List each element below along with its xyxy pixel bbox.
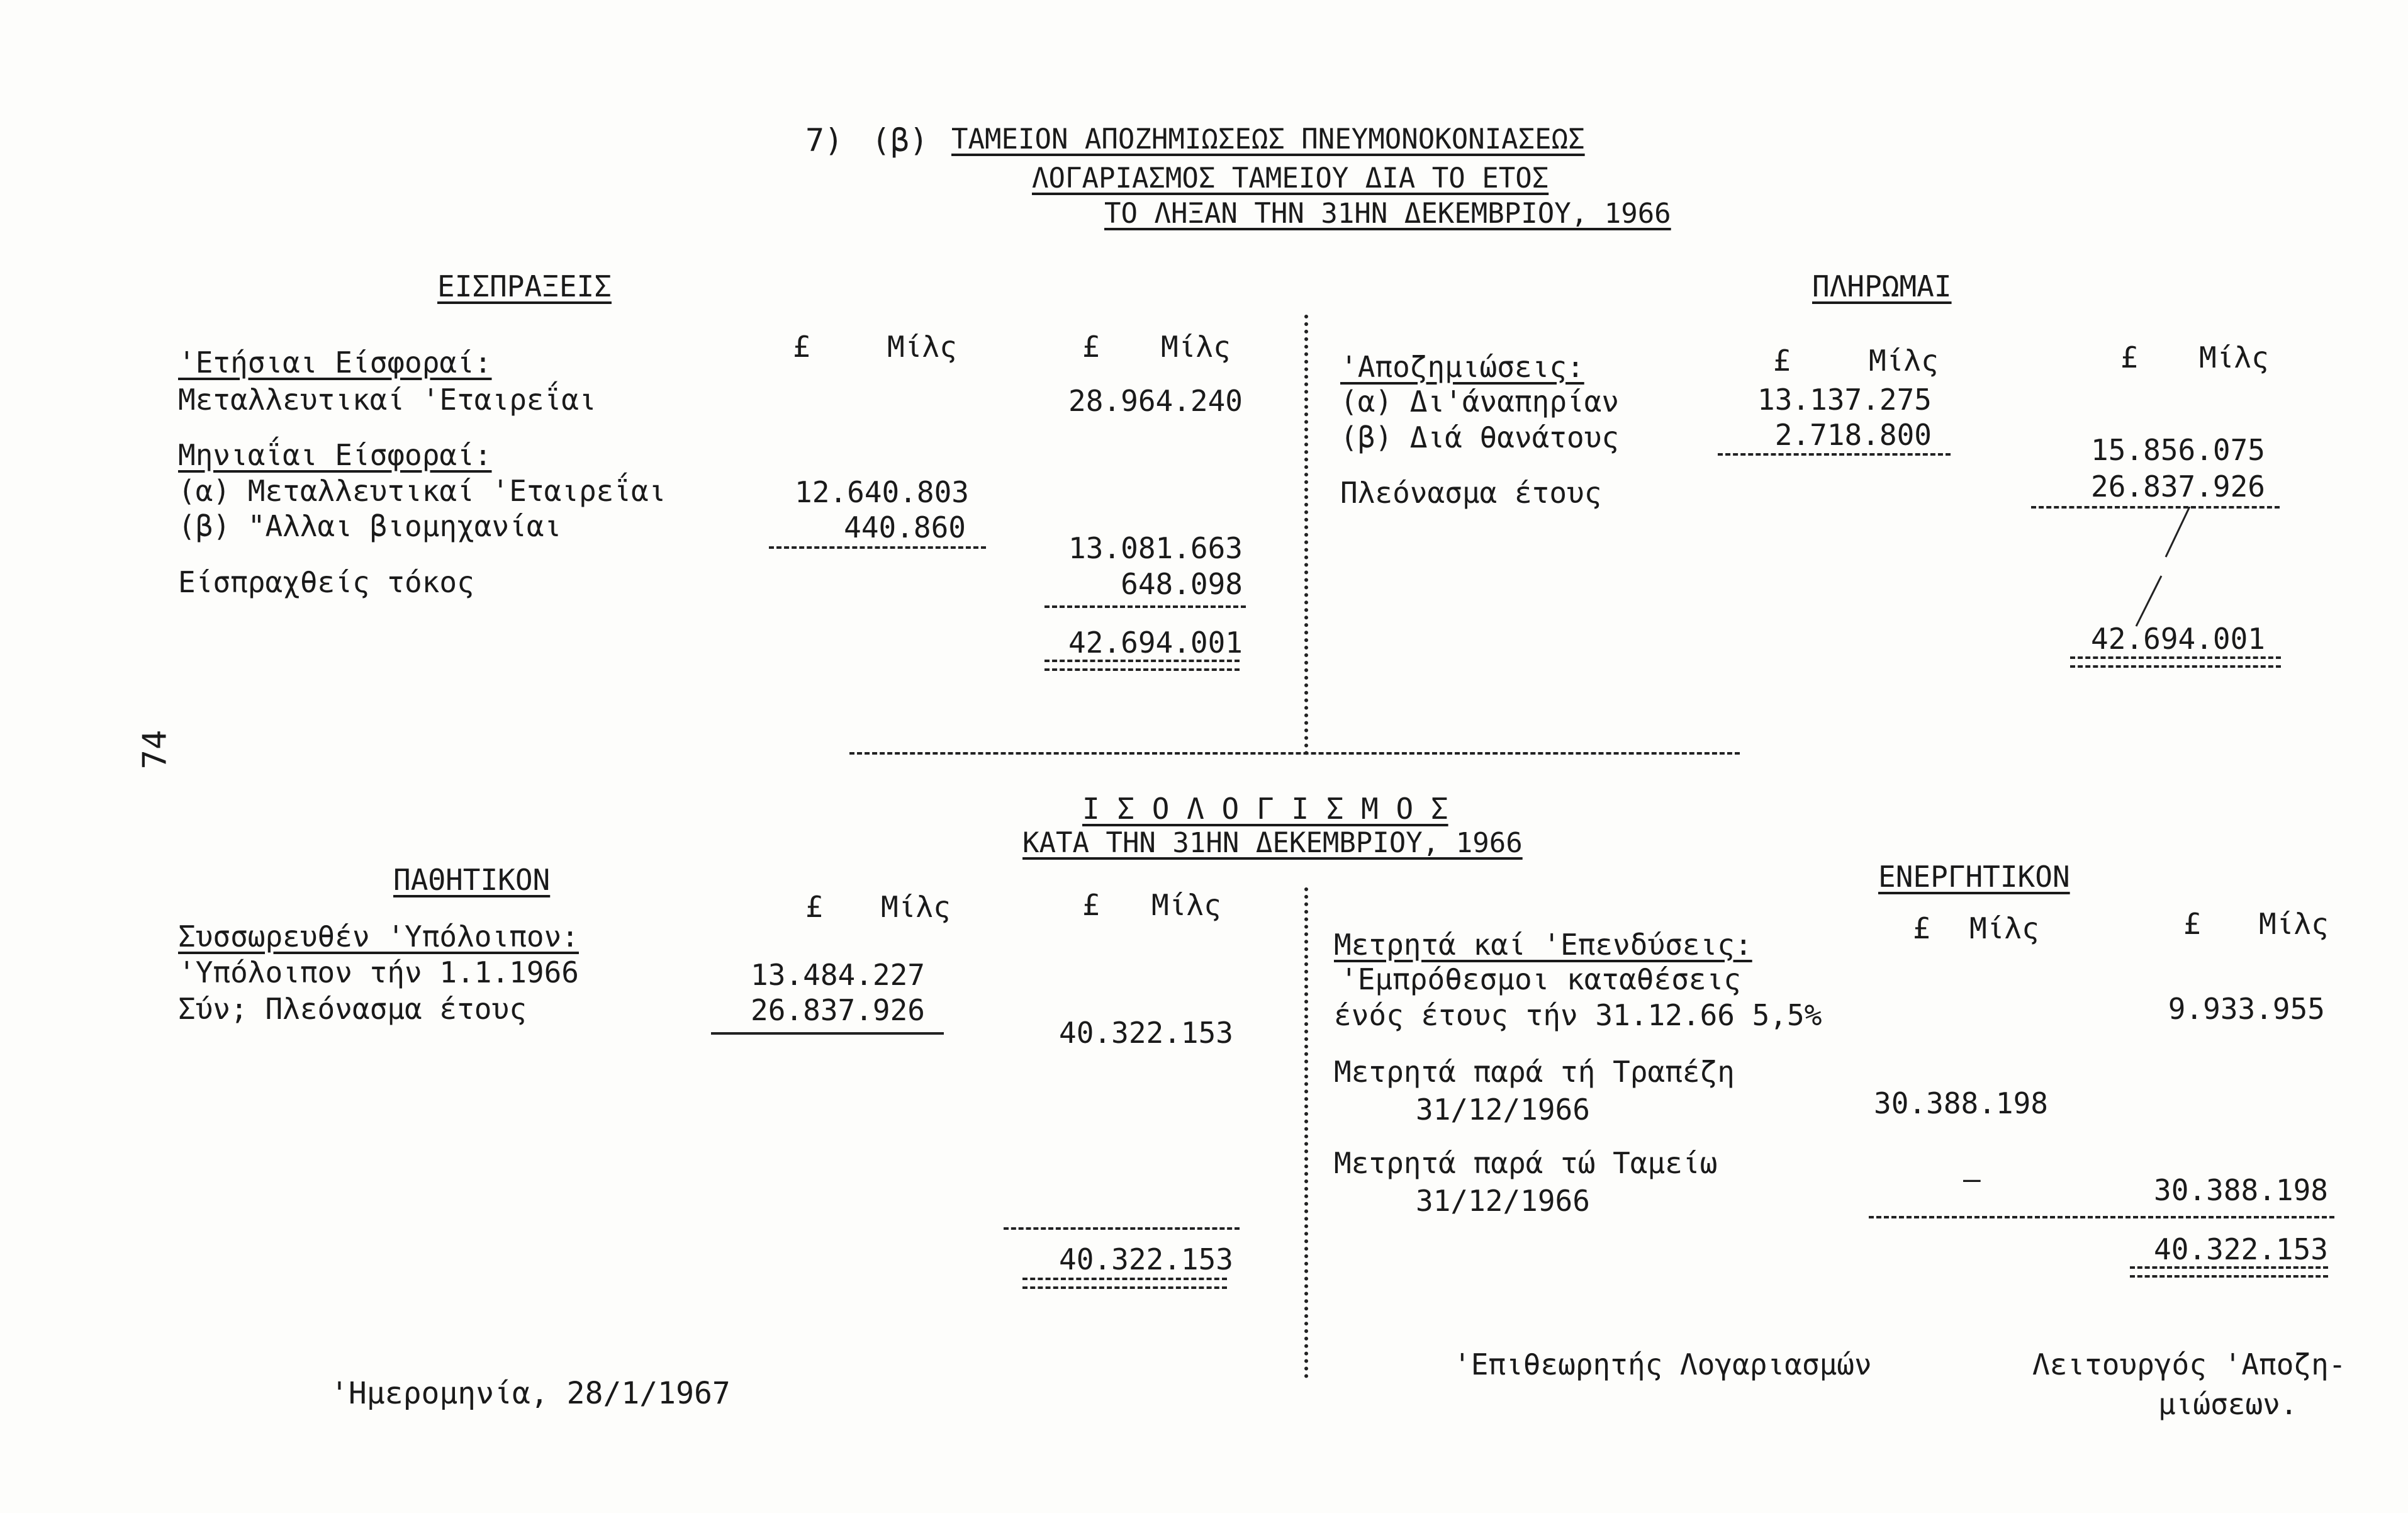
interest-amount: 648.098	[1121, 567, 1243, 601]
col-mils-3: Μίλς	[1869, 344, 1939, 378]
page-number: 74	[136, 729, 174, 770]
monthly-b-label: (β) "Αλλαι βιομηχανίαι	[178, 509, 562, 543]
liabilities-subtotal: 40.322.153	[1059, 1016, 1233, 1050]
comp-rule	[1718, 453, 1951, 456]
section-separator	[849, 752, 1740, 755]
monthly-rule	[769, 546, 986, 549]
bank-cash-amount: 30.388.198	[1874, 1086, 2048, 1120]
receipts-grand-total: 42.694.001	[1068, 626, 1243, 660]
compensation-label: 'Αποζημιώσεις:	[1340, 350, 1584, 384]
liabilities-total-rule	[1004, 1227, 1240, 1230]
col-pound-1: £	[793, 330, 810, 364]
col-pound-7: £	[1913, 911, 1930, 945]
comp-a-amount: 13.137.275	[1757, 383, 1932, 417]
payments-double-rule	[2070, 656, 2281, 668]
plus-surplus-amount: 26.837.926	[751, 993, 925, 1027]
cash-investments-label: Μετρητά καί 'Επενδύσεις:	[1334, 928, 1752, 962]
assets-double-rule	[2130, 1266, 2328, 1278]
receipts-heading: ΕΙΣΠΡΑΞΕΙΣ	[437, 269, 612, 303]
surplus-label: Πλεόνασμα έτους	[1340, 476, 1602, 510]
lower-divider	[1304, 887, 1308, 1378]
comp-b-amount: 2.718.800	[1774, 418, 1932, 452]
upper-divider	[1304, 315, 1308, 755]
monthly-a-label: (α) Μεταλλευτικαί 'Εταιρεΐαι	[178, 474, 666, 508]
col-mils-4: Μίλς	[2199, 340, 2269, 374]
col-pound-4: £	[2120, 340, 2138, 374]
mining-companies-label: Μεταλλευτικαί 'Εταιρεΐαι	[178, 383, 596, 417]
cash-rule	[1869, 1216, 2334, 1218]
annual-contrib-label: 'Ετήσιαι Είσφοραί:	[178, 346, 492, 380]
liabilities-total: 40.322.153	[1059, 1242, 1233, 1276]
col-pound-2: £	[1082, 330, 1100, 364]
payments-heading: ΠΛΗΡΩΜΑΙ	[1812, 269, 1952, 303]
fund-cash-line-1: Μετρητά παρά τώ Ταμείω	[1334, 1146, 1718, 1180]
col-mils-7: Μίλς	[1969, 911, 2039, 945]
bank-cash-line-2: 31/12/1966	[1416, 1093, 1590, 1127]
interest-rule	[1044, 605, 1246, 608]
monthly-total: 13.081.663	[1068, 531, 1243, 565]
title-line-3: ΤΟ ΛΗΞΑΝ ΤΗΝ 31ΗΝ ΔΕΚΕΜΒΡΙΟΥ, 1966	[1104, 198, 1671, 230]
col-mils-2: Μίλς	[1161, 330, 1231, 364]
bank-cash-line-1: Μετρητά παρά τή Τραπέζη	[1334, 1055, 1735, 1089]
cash-total: 30.388.198	[2154, 1173, 2328, 1207]
col-pound-6: £	[1082, 888, 1100, 922]
payments-grand-total: 42.694.001	[2091, 622, 2265, 656]
monthly-a-amount: 12.640.803	[795, 475, 969, 509]
liabilities-rule	[711, 1032, 944, 1035]
monthly-contrib-label: Μηνιαΐαι Είσφοραί:	[178, 438, 492, 472]
col-mils-5: Μίλς	[881, 890, 951, 924]
interest-label: Είσπραχθείς τόκος	[178, 565, 474, 599]
accum-balance-label: Συσσωρευθέν 'Υπόλοιπον:	[178, 920, 579, 953]
officer-signature-line-2: μιώσεων.	[2158, 1387, 2298, 1421]
liabilities-heading: ΠΑΘΗΤΙΚΟΝ	[393, 863, 551, 897]
assets-total: 40.322.153	[2154, 1232, 2328, 1266]
balance-title-1: Ι Σ Ο Λ Ο Γ Ι Σ Μ Ο Σ	[1082, 792, 1448, 826]
col-pound-8: £	[2183, 907, 2201, 941]
col-mils-6: Μίλς	[1151, 888, 1221, 922]
col-pound-5: £	[805, 890, 823, 924]
assets-heading: ΕΝΕΡΓΗΤΙΚΟΝ	[1878, 860, 2070, 894]
col-mils-1: Μίλς	[887, 330, 957, 364]
section-number: 7)	[805, 122, 844, 159]
surplus-amount: 26.837.926	[2091, 470, 2265, 503]
deposits-amount: 9.933.955	[2168, 992, 2325, 1026]
liabilities-double-rule	[1022, 1278, 1227, 1289]
fund-cash-line-2: 31/12/1966	[1416, 1184, 1590, 1218]
opening-balance-label: 'Υπόλοιπον τήν 1.1.1966	[178, 955, 579, 989]
col-pound-3: £	[1773, 344, 1791, 378]
fund-cash-amount: —	[1963, 1162, 1981, 1196]
comp-total: 15.856.075	[2091, 433, 2265, 467]
auditor-signature-label: 'Επιθεωρητής Λογαριασμών	[1453, 1347, 1872, 1381]
receipts-double-rule	[1044, 660, 1240, 671]
mining-total: 28.964.240	[1068, 384, 1243, 418]
col-mils-8: Μίλς	[2259, 907, 2329, 941]
deposits-line-1: 'Εμπρόθεσμοι καταθέσεις	[1340, 962, 1741, 996]
balance-title-2: ΚΑΤΑ ΤΗΝ 31ΗΝ ΔΕΚΕΜΒΡΙΟΥ, 1966	[1022, 827, 1523, 859]
comp-a-label: (α) Δι'άναπηρίαν	[1340, 385, 1620, 419]
comp-b-label: (β) Διά θανάτους	[1340, 420, 1620, 454]
officer-signature-line-1: Λειτουργός 'Αποζη-	[2032, 1347, 2346, 1381]
opening-balance-amount: 13.484.227	[751, 958, 925, 992]
title-line-1: ΤΑΜΕΙΟΝ ΑΠΟΖΗΜΙΩΣΕΩΣ ΠΝΕΥΜΟΝΟΚΟΝΙΑΣΕΩΣ	[951, 123, 1585, 155]
date-line: 'Ημερομηνία, 28/1/1967	[330, 1376, 731, 1411]
deposits-line-2: ένός έτους τήν 31.12.66 5,5%	[1334, 998, 1822, 1032]
monthly-b-amount: 440.860	[844, 510, 966, 544]
title-line-2: ΛΟΓΑΡΙΑΣΜΟΣ ΤΑΜΕΙΟΥ ΔΙΑ ΤΟ ΕΤΟΣ	[1032, 162, 1549, 194]
plus-surplus-label: Σύν; Πλεόνασμα έτους	[178, 992, 527, 1026]
section-sub: (β)	[871, 122, 929, 159]
balance-slash	[2127, 507, 2202, 633]
